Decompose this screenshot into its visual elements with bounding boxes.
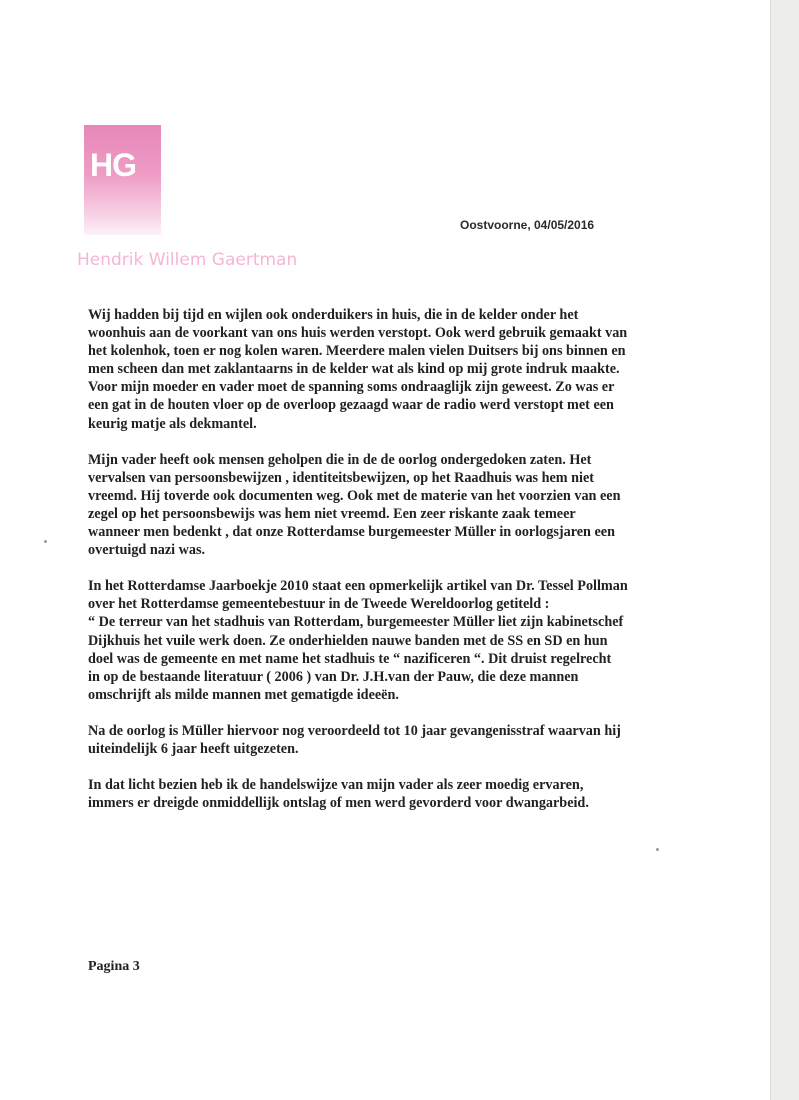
text-line: over het Rotterdamse gemeentebestuur in de Tweede Wereldoorlog getiteld : bbox=[88, 596, 550, 613]
text-line: Dijkhuis het vuile werk doen. Ze onderhielden nauwe banden met de SS en SD en hun bbox=[88, 632, 608, 649]
text-line: omschrijft als milde mannen met gematigde ideeën. bbox=[88, 686, 399, 703]
text-line: men scheen dan met zaklantaarns in de kelder wat als kind op mij grote indruk maakte. bbox=[88, 361, 620, 378]
text-line: uiteindelijk 6 jaar heeft uitgezeten. bbox=[88, 740, 299, 757]
text-line: Voor mijn moeder en vader moet de spanning soms ondraaglijk zijn geweest. Zo was er bbox=[88, 379, 615, 396]
text-line: een gat in de houten vloer op de overloop gezaagd waar de radio werd verstopt met een bbox=[88, 397, 614, 414]
logo-letters: HG bbox=[90, 147, 136, 183]
text-line: Mijn vader heeft ook mensen geholpen die in de de oorlog ondergedoken zaten. Het bbox=[88, 451, 592, 468]
paragraph bbox=[88, 306, 688, 433]
text-line: Na de oorlog is Müller hiervoor nog veroordeeld tot 10 jaar gevangenisstraf waarvan hij bbox=[88, 722, 621, 739]
page-number: Pagina 3 bbox=[88, 959, 140, 974]
text-line: woonhuis aan de voorkant van ons huis werden verstopt. Ook werd gebruik gemaakt van bbox=[88, 325, 628, 342]
text-line: keurig matje als dekmantel. bbox=[88, 415, 257, 432]
paragraph bbox=[88, 722, 688, 758]
place-date: Oostvoorne, 04/05/2016 bbox=[460, 218, 595, 232]
scan-speck bbox=[656, 848, 659, 851]
paragraph bbox=[88, 451, 688, 560]
text-line: wanneer men bedenkt , dat onze Rotterdamse burgemeester Müller in oorlogsjaren een bbox=[88, 524, 615, 541]
text-line: overtuigd nazi was. bbox=[88, 542, 206, 559]
scan-edge bbox=[770, 0, 799, 1100]
paragraph bbox=[88, 776, 688, 812]
letter-body bbox=[88, 306, 688, 830]
text-line: In dat licht bezien heb ik de handelswijze van mijn vader als zeer moedig ervaren, bbox=[88, 777, 584, 794]
text-line: doel was de gemeente en met name het stadhuis te “ nazificeren “. Dit druist regelrecht bbox=[88, 650, 612, 667]
text-line: vreemd. Hij toverde ook documenten weg. Ook met de materie van het voorzien van een bbox=[88, 487, 621, 504]
hg-logo bbox=[84, 125, 161, 235]
letterhead-name: Hendrik Willem Gaertman bbox=[77, 250, 298, 270]
text-line: “ De terreur van het stadhuis van Rotterdam, burgemeester Müller liet zijn kabinetschef bbox=[88, 614, 624, 631]
text-line: het kolenhok, toen er nog kolen waren. Meerdere malen vielen Duitsers bij ons binnen en bbox=[88, 343, 626, 360]
text-line: zegel op het persoonsbewijs was hem niet vreemd. Een zeer riskante zaak temeer bbox=[88, 505, 576, 522]
text-line: vervalsen van persoonsbewijzen , identiteitsbewijzen, op het Raadhuis was hem niet bbox=[88, 469, 595, 486]
text-line: In het Rotterdamse Jaarboekje 2010 staat een opmerkelijk artikel van Dr. Tessel Pollman bbox=[88, 578, 628, 595]
text-line: Wij hadden bij tijd en wijlen ook onderduikers in huis, die in de kelder onder het bbox=[88, 307, 579, 323]
paragraph bbox=[88, 577, 688, 704]
text-line: in op de bestaande literatuur ( 2006 ) van Dr. J.H.van der Pauw, die deze mannen bbox=[88, 668, 579, 685]
text-line: immers er dreigde onmiddellijk ontslag of men werd gevorderd voor dwangarbeid. bbox=[88, 795, 589, 812]
scan-speck bbox=[44, 540, 47, 543]
